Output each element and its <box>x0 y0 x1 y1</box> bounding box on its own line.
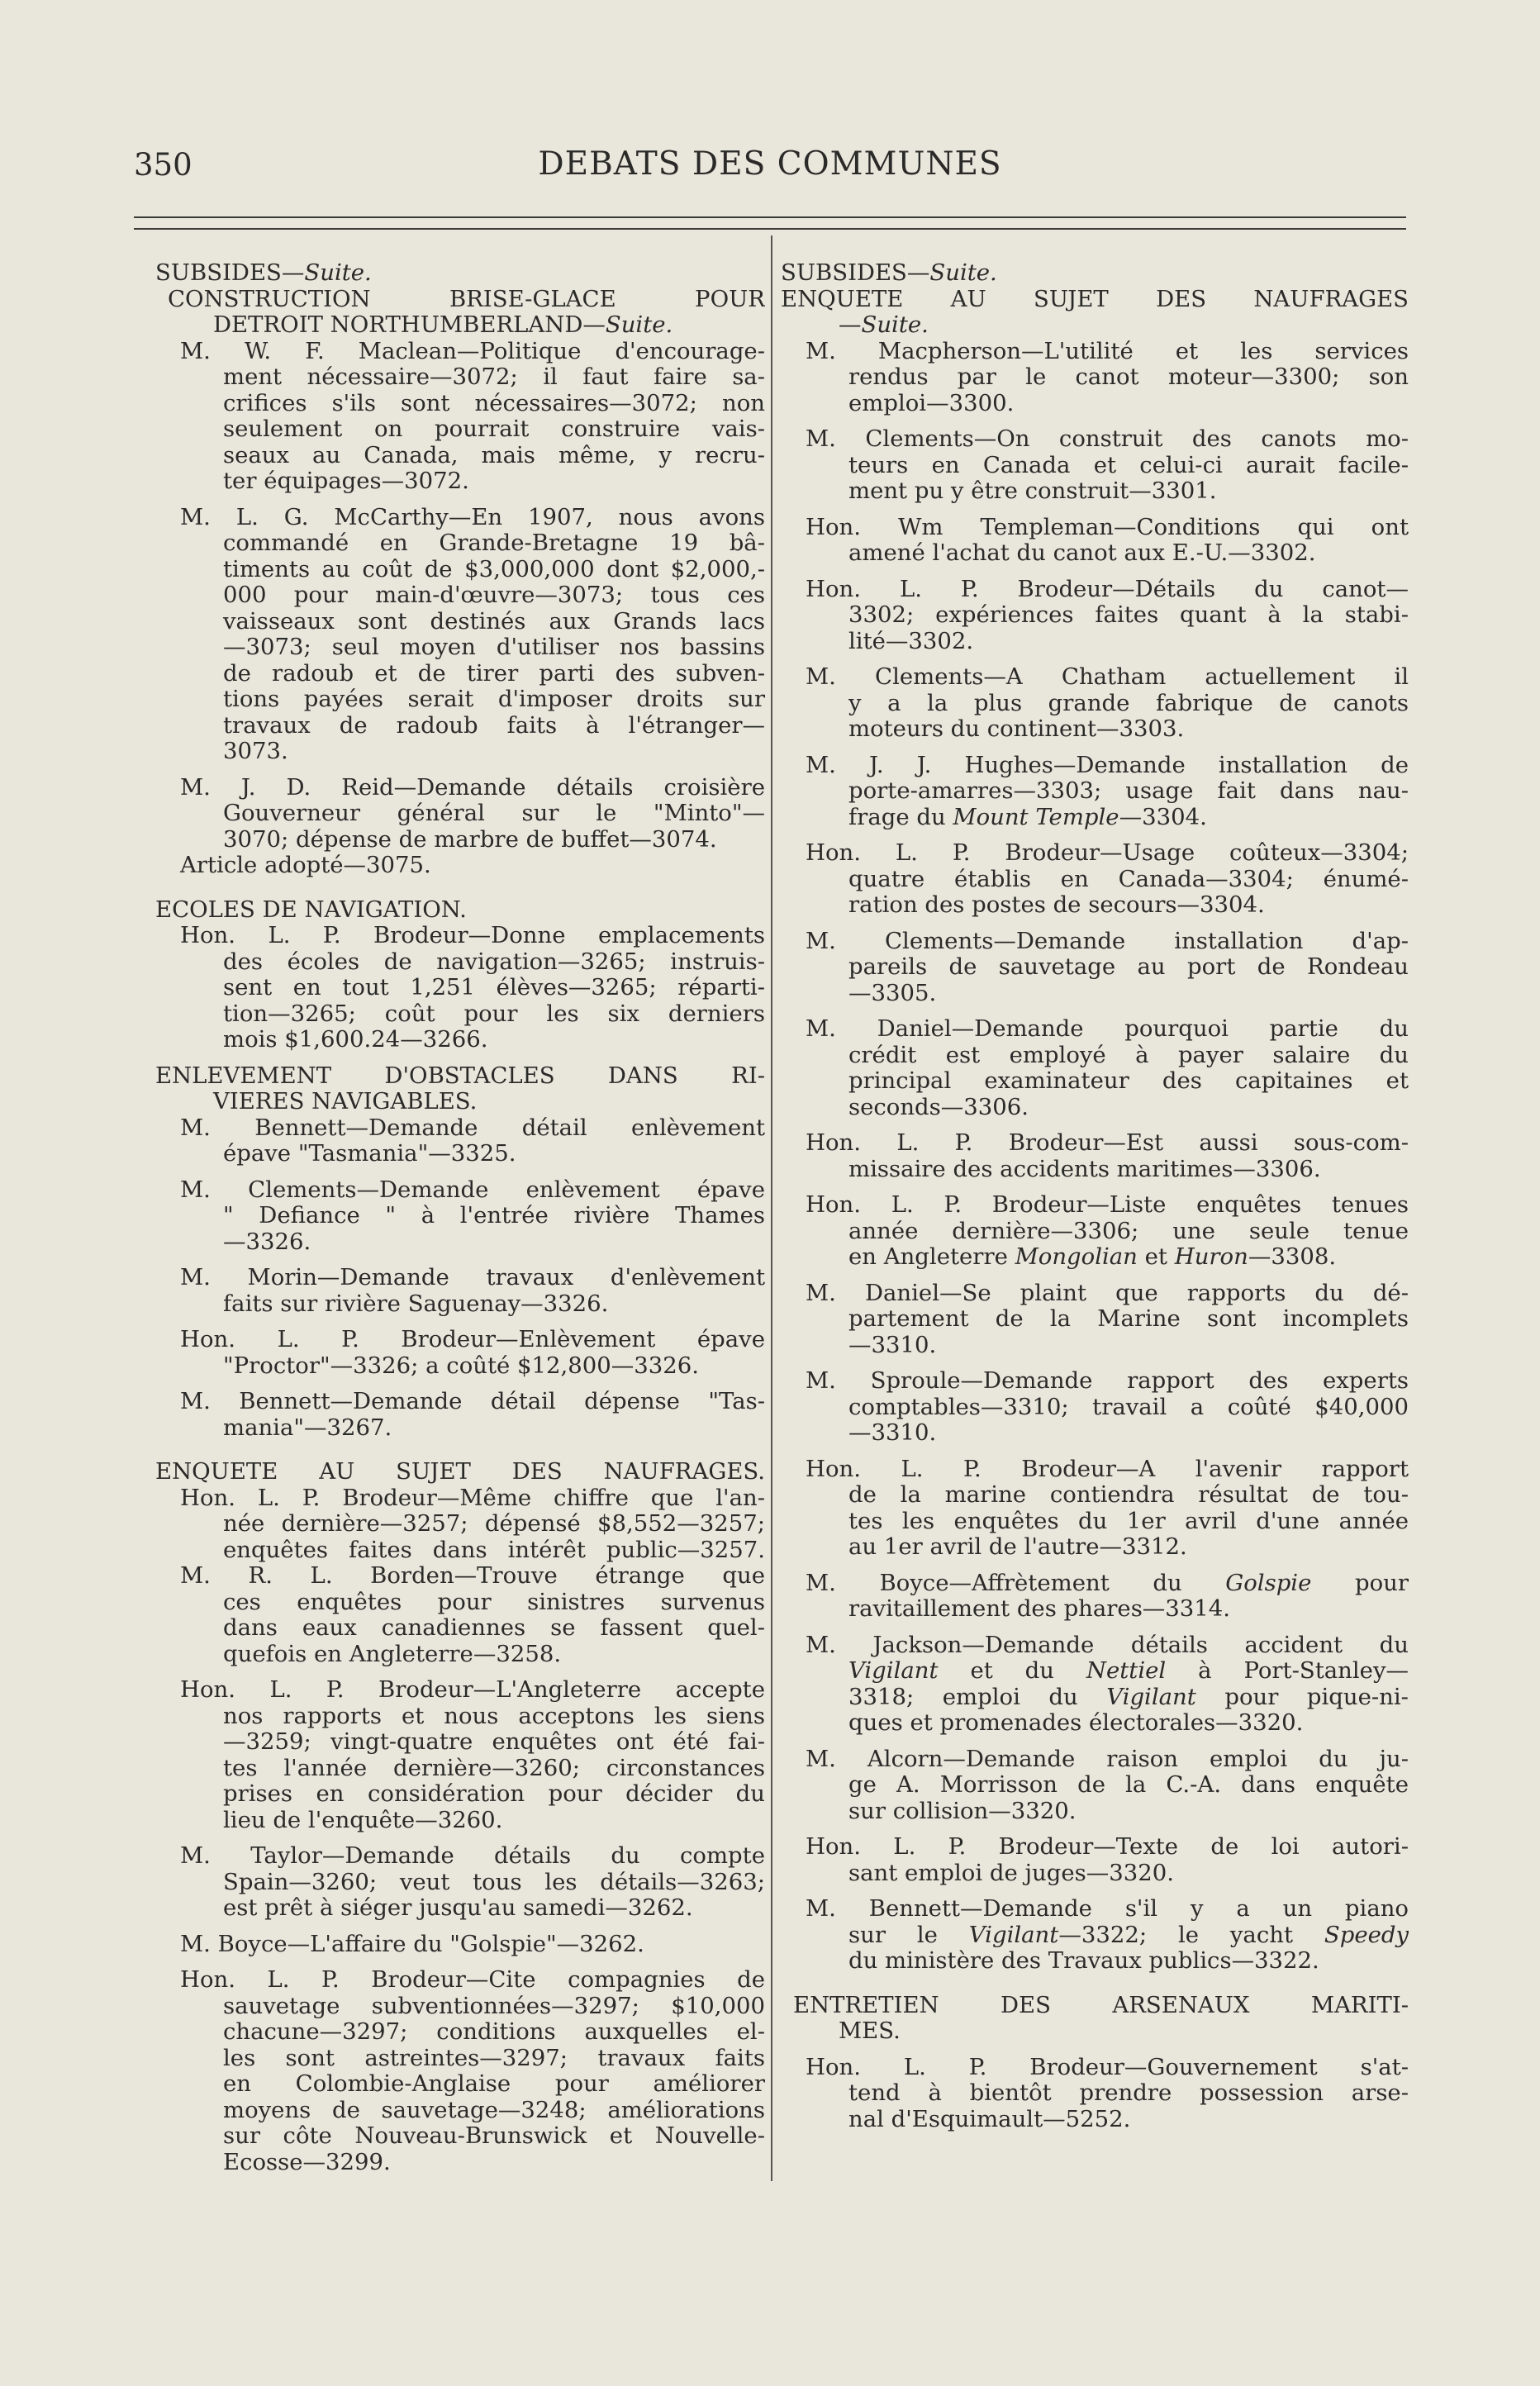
page-number: 350 <box>134 147 192 183</box>
text-line: crédit est employé à payer salaire du <box>848 1042 1409 1068</box>
text-line: CONSTRUCTION BRISE-GLACE POUR <box>168 286 765 312</box>
text-line: ECOLES DE NAVIGATION. <box>155 896 467 923</box>
text-line: "Proctor"—3326; a coûté $12,800—3326. <box>223 1352 699 1379</box>
text-line: seconds—3306. <box>848 1094 1029 1120</box>
header-rule-top <box>134 216 1406 218</box>
text-line: Vigilant et du Nettiel à Port-Stanley— <box>848 1658 1409 1684</box>
text-line: M. Daniel—Se plaint que rapports du dé- <box>806 1280 1409 1306</box>
paragraph-gap <box>781 1886 1409 1896</box>
text-line: M. W. F. Maclean—Politique d'encourage- <box>180 338 765 364</box>
paragraph-gap <box>781 2045 1409 2055</box>
text-line: tes l'année dernière—3260; circonstances <box>223 1755 765 1781</box>
text-line: épave "Tasmania"—3325. <box>223 1141 516 1167</box>
text-line: M. Macpherson—L'utilité et les services <box>806 338 1409 364</box>
right-column <box>781 260 1409 2132</box>
text-line: sauvetage subventionnées—3297; $10,000 <box>223 1993 765 2019</box>
text-line: nal d'Esquimault—5252. <box>848 2106 1131 2132</box>
text-line: ENQUETE AU SUJET DES NAUFRAGES <box>781 286 1409 312</box>
left-column <box>155 260 765 2175</box>
text-line: SUBSIDES—Suite. <box>155 260 372 286</box>
text-line: ENTRETIEN DES ARSENAUX MARITI- <box>793 1992 1409 2018</box>
text-line: ge A. Morrisson de la C.-A. dans enquête <box>848 1772 1409 1798</box>
text-line: Hon. L. P. Brodeur—Enlèvement épave <box>180 1327 765 1352</box>
paragraph-gap <box>155 1667 765 1677</box>
text-line: tion—3265; coût pour les six derniers <box>223 1001 765 1027</box>
text-line: Hon. L. P. Brodeur—Donne emplacements <box>180 923 765 948</box>
text-line: ter équipages—3072. <box>223 468 469 494</box>
text-line: VIERES NAVIGABLES. <box>213 1089 478 1115</box>
paragraph-gap <box>781 1737 1409 1747</box>
text-line: dans eaux canadiennes se fassent quel- <box>223 1615 765 1641</box>
text-line: M. Boyce—Affrètement du Golspie pour <box>806 1570 1409 1596</box>
running-title: DEBATS DES COMMUNES <box>538 145 1002 183</box>
text-line: moyens de sauvetage—3248; améliorations <box>223 2097 765 2123</box>
text-line: M. Clements—On construit des canots mo- <box>806 426 1409 452</box>
text-line: sur le Vigilant—3322; le yacht Speedy <box>848 1922 1409 1948</box>
text-line: Hon. Wm Templeman—Conditions qui ont <box>806 514 1409 540</box>
paragraph-gap <box>781 1271 1409 1281</box>
text-line: M. Taylor—Demande détails du compte <box>180 1843 765 1869</box>
text-line: seaux au Canada, mais même, y recru- <box>223 442 765 468</box>
text-line: M. L. G. McCarthy—En 1907, nous avons <box>180 504 765 530</box>
text-line: porte-amarres—3303; usage fait dans nau- <box>848 778 1409 804</box>
text-line: 3318; emploi du Vigilant pour pique-ni- <box>848 1684 1409 1710</box>
text-line: M. J. D. Reid—Demande détails croisière <box>180 774 765 801</box>
text-line: M. Morin—Demande travaux d'enlèvement <box>180 1265 765 1290</box>
paragraph-gap <box>781 1120 1409 1130</box>
paragraph-gap <box>781 1824 1409 1834</box>
paragraph-gap <box>155 765 765 775</box>
text-line: timents au coût de $3,000,000 dont $2,000,- <box>223 556 765 582</box>
paragraph-gap <box>781 654 1409 664</box>
paragraph-gap <box>781 567 1409 577</box>
text-line: travaux de radoub faits à l'étranger— <box>223 712 765 739</box>
text-line: Spain—3260; veut tous les détails—3263; <box>223 1869 765 1895</box>
text-line: partement de la Marine sont incomplets <box>848 1306 1409 1332</box>
text-line: des écoles de navigation—3265; instruis- <box>223 948 765 975</box>
text-line: lité—3302. <box>848 628 974 654</box>
text-line: vaisseaux sont destinés aux Grands lacs <box>223 608 765 635</box>
text-line: les sont astreintes—3297; travaux faits <box>223 2045 765 2071</box>
paragraph-gap <box>781 1182 1409 1192</box>
text-line: moteurs du continent—3303. <box>848 716 1185 742</box>
text-line: —3305. <box>848 980 937 1006</box>
text-line: —3310. <box>848 1420 937 1446</box>
paragraph-gap <box>781 416 1409 426</box>
text-line: quatre établis en Canada—3304; énumé- <box>848 866 1409 892</box>
text-line: frage du Mount Temple—3304. <box>848 804 1207 830</box>
text-line: enquêtes faites dans intérêt public—3257. <box>223 1537 765 1563</box>
paragraph-gap <box>155 1379 765 1389</box>
paragraph-gap <box>155 1167 765 1177</box>
text-line: lieu de l'enquête—3260. <box>223 1807 503 1833</box>
text-line: en Angleterre Mongolian et Huron—3308. <box>848 1244 1337 1270</box>
text-line: faits sur rivière Saguenay—3326. <box>223 1290 609 1317</box>
text-line: —3326. <box>223 1229 311 1255</box>
text-line: M. Sproule—Demande rapport des experts <box>806 1368 1409 1394</box>
paragraph-gap <box>155 1255 765 1265</box>
text-line: Hon. L. P. Brodeur—Même chiffre que l'an- <box>180 1485 765 1511</box>
paragraph-gap <box>155 1053 765 1063</box>
text-line: tes les enquêtes du 1er avril d'une année <box>848 1508 1409 1534</box>
text-line: Hon. L. P. Brodeur—Cite compagnies de <box>180 1967 765 1993</box>
text-line: Hon. L. P. Brodeur—Usage coûteux—3304; <box>806 840 1409 866</box>
text-line: quefois en Angleterre—3258. <box>223 1641 562 1667</box>
text-line: sur collision—3320. <box>848 1798 1077 1824</box>
paragraph-gap <box>155 1957 765 1967</box>
text-line: Hon. L. P. Brodeur—Gouvernement s'at- <box>806 2054 1409 2080</box>
text-line: DETROIT NORTHUMBERLAND—Suite. <box>213 312 673 338</box>
text-line: 3302; expériences faites quant à la stabi- <box>848 602 1409 628</box>
text-line: Hon. L. P. Brodeur—Est aussi sous-com- <box>806 1130 1409 1156</box>
text-line: M. Clements—A Chatham actuellement il <box>806 664 1409 690</box>
text-line: Article adopté—3075. <box>180 853 431 878</box>
text-line: 000 pour main-d'œuvre—3073; tous ces <box>223 582 765 608</box>
text-line: M. Bennett—Demande s'il y a un piano <box>806 1896 1409 1922</box>
text-line: de radoub et de tirer parti des subven- <box>223 660 765 687</box>
column-divider <box>771 235 772 2181</box>
text-line: M. Clements—Demande installation d'ap- <box>806 928 1409 954</box>
text-line: prises en considération pour décider du <box>223 1781 765 1807</box>
text-line: principal examinateur des capitaines et <box>848 1068 1409 1094</box>
text-line: en Colombie-Anglaise pour améliorer <box>223 2071 765 2097</box>
text-line: M. Clements—Demande enlèvement épave <box>180 1176 765 1203</box>
text-line: M. Alcorn—Demande raison emploi du ju- <box>806 1746 1409 1772</box>
text-line: M. Daniel—Demande pourquoi partie du <box>806 1016 1409 1042</box>
text-line: —Suite. <box>839 312 929 338</box>
text-line: M. Boyce—L'affaire du "Golspie"—3262. <box>180 1931 644 1957</box>
text-line: M. R. L. Borden—Trouve étrange que <box>180 1563 765 1589</box>
paragraph-gap <box>781 505 1409 515</box>
paragraph-gap <box>781 1006 1409 1016</box>
text-line: est prêt à siéger jusqu'au samedi—3262. <box>223 1895 693 1921</box>
text-line: Ecosse—3299. <box>223 2149 391 2175</box>
text-line: ration des postes de secours—3304. <box>848 892 1265 918</box>
text-line: ques et promenades électorales—3320. <box>848 1710 1304 1736</box>
text-line: ENLEVEMENT D'OBSTACLES DANS RI- <box>155 1062 765 1089</box>
text-line: SUBSIDES—Suite. <box>781 260 997 286</box>
text-line: —3310. <box>848 1332 937 1358</box>
text-line: née dernière—3257; dépensé $8,552—3257; <box>223 1511 765 1537</box>
paragraph-gap <box>781 919 1409 929</box>
text-line: ravitaillement des phares—3314. <box>848 1596 1231 1622</box>
text-line: pareils de sauvetage au port de Rondeau <box>848 954 1409 980</box>
paragraph-gap <box>781 743 1409 753</box>
text-line: emploi—3300. <box>848 390 1015 416</box>
text-line: année dernière—3306; une seule tenue <box>848 1218 1409 1244</box>
text-line: M. J. J. Hughes—Demande installation de <box>806 752 1409 778</box>
text-line: M. Jackson—Demande détails accident du <box>806 1632 1409 1658</box>
text-line: MES. <box>839 2018 901 2044</box>
text-line: ment nécessaire—3072; il faut faire sa- <box>223 364 765 390</box>
paragraph-gap <box>155 1317 765 1327</box>
text-line: tend à bientôt prendre possession arse- <box>848 2080 1409 2106</box>
paragraph-gap <box>155 495 765 505</box>
text-line: rendus par le canot moteur—3300; son <box>848 364 1409 390</box>
text-line: commandé en Grande-Bretagne 19 bâ- <box>223 530 765 556</box>
paragraph-gap <box>781 1975 1409 1993</box>
header-rule-bottom <box>134 228 1406 230</box>
text-line: mania"—3267. <box>223 1414 392 1441</box>
text-line: tions payées serait d'imposer droits sur <box>223 687 765 712</box>
text-line: mois $1,600.24—3266. <box>223 1027 488 1053</box>
text-line: du ministère des Travaux publics—3322. <box>848 1948 1319 1974</box>
text-line: teurs en Canada et celui-ci aurait facile- <box>848 452 1409 478</box>
text-line: chacune—3297; conditions auxquelles el- <box>223 2019 765 2045</box>
text-line: —3073; seul moyen d'utiliser nos bassins <box>223 635 765 660</box>
text-line: " Defiance " à l'entrée rivière Thames <box>223 1203 765 1229</box>
paragraph-gap <box>781 830 1409 840</box>
text-line: M. Bennett—Demande détail enlèvement <box>180 1115 765 1141</box>
paragraph-gap <box>155 879 765 897</box>
text-line: 3070; dépense de marbre de buffet—3074. <box>223 826 717 853</box>
text-line: comptables—3310; travail a coûté $40,000 <box>848 1394 1409 1420</box>
text-line: seulement on pourrait construire vais- <box>223 416 765 442</box>
text-line: crifices s'ils sont nécessaires—3072; non <box>223 390 765 416</box>
text-line: Hon. L. P. Brodeur—A l'avenir rapport <box>806 1456 1409 1482</box>
text-line: sent en tout 1,251 élèves—3265; réparti- <box>223 975 765 1001</box>
text-line: —3259; vingt-quatre enquêtes ont été fai- <box>223 1729 765 1755</box>
text-line: sant emploi de juges—3320. <box>848 1860 1174 1886</box>
text-line: M. Bennett—Demande détail dépense "Tas- <box>180 1389 765 1414</box>
text-line: au 1er avril de l'autre—3312. <box>848 1534 1187 1560</box>
text-line: de la marine contiendra résultat de tou- <box>848 1482 1409 1508</box>
text-line: ment pu y être construit—3301. <box>848 478 1217 504</box>
text-line: Gouverneur général sur le "Minto"— <box>223 801 765 826</box>
paragraph-gap <box>781 1447 1409 1457</box>
text-line: sur côte Nouveau-Brunswick et Nouvelle- <box>223 2123 765 2149</box>
text-line: amené l'achat du canot aux E.-U.—3302. <box>848 540 1316 566</box>
paragraph-gap <box>155 1833 765 1843</box>
paragraph-gap <box>155 1922 765 1932</box>
text-line: y a la plus grande fabrique de canots <box>848 690 1409 716</box>
text-line: missaire des accidents maritimes—3306. <box>848 1156 1321 1182</box>
text-line: Hon. L. P. Brodeur—Liste enquêtes tenues <box>806 1192 1409 1218</box>
text-line: ces enquêtes pour sinistres survenus <box>223 1589 765 1615</box>
paragraph-gap <box>781 1623 1409 1633</box>
paragraph-gap <box>781 1561 1409 1571</box>
text-line: 3073. <box>223 739 288 764</box>
text-line: Hon. L. P. Brodeur—L'Angleterre accepte <box>180 1677 765 1703</box>
text-line: Hon. L. P. Brodeur—Texte de loi autori- <box>806 1834 1409 1860</box>
paragraph-gap <box>781 1358 1409 1368</box>
text-line: ENQUETE AU SUJET DES NAUFRAGES. <box>155 1459 765 1485</box>
text-line: nos rapports et nous acceptons les siens <box>223 1703 765 1729</box>
text-line: Hon. L. P. Brodeur—Détails du canot— <box>806 576 1409 602</box>
paragraph-gap <box>155 1441 765 1459</box>
